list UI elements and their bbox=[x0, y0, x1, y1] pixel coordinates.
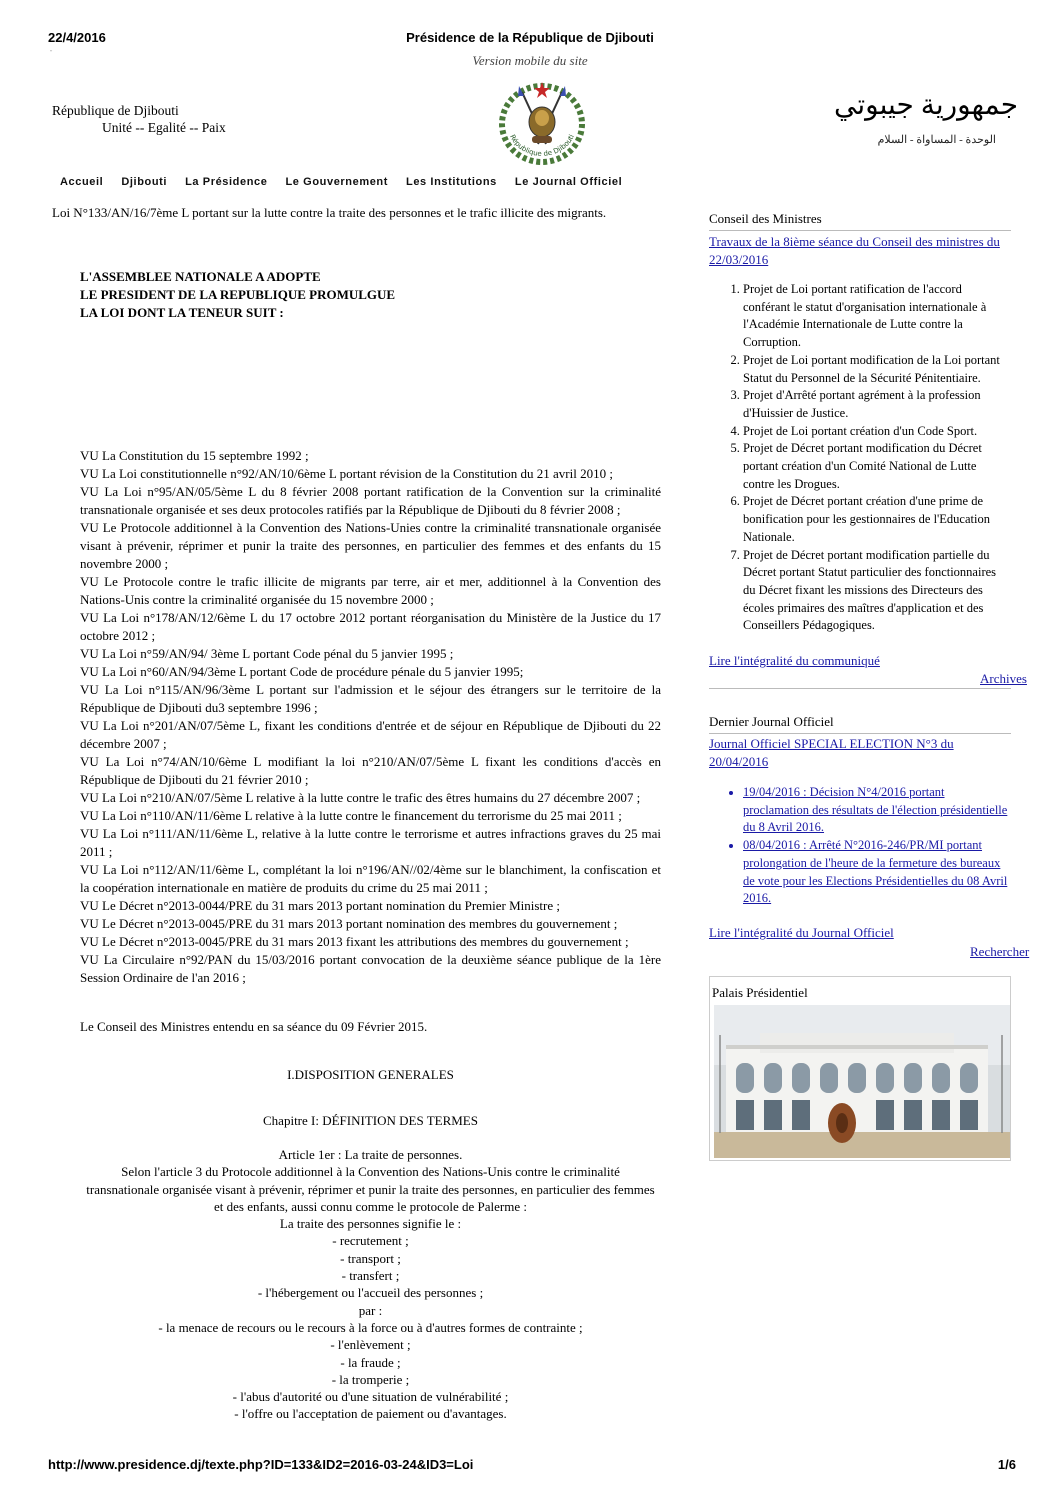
article-line: et des enfants, aussi connu comme le protocole de Palerme : bbox=[214, 1198, 527, 1214]
visa-item: VU La Loi n°111/AN/11/6ème L, relative à la lutte contre le terrorisme et autres infractions graves du 25 mai 2011 ; bbox=[80, 826, 661, 859]
republic-motto: Unité -- Egalité -- Paix bbox=[102, 120, 226, 135]
list-item-line[interactable]: prolongation de l'heure de la fermeture des bureaux bbox=[743, 855, 1001, 870]
article-line: - l'hébergement ou l'accueil des personnes ; bbox=[257, 1285, 484, 1301]
visa-item: VU La Loi n°178/AN/12/6ème L du 17 octobre 2012 portant réorganisation du Ministère de la Justice du 17 octobre 2012 ; bbox=[80, 610, 661, 643]
journal-items-list bbox=[709, 784, 1011, 908]
list-item-line: 1. Projet de Loi portant ratification de l'accord bbox=[743, 282, 962, 296]
council-session-link-line[interactable]: 22/03/2016 bbox=[709, 252, 769, 267]
visa-list bbox=[80, 447, 661, 987]
list-item-line: contre les Drogues. bbox=[743, 476, 840, 491]
list-item[interactable] bbox=[743, 784, 1011, 837]
tiny-mark: " bbox=[50, 50, 53, 56]
article-line: - l'abus d'autorité ou d'une situation de vulnérabilité ; bbox=[232, 1389, 509, 1405]
nav-djibouti[interactable]: Djibouti bbox=[121, 176, 168, 188]
list-item-line: 7. Projet de Décret portant modification partielle du bbox=[743, 547, 990, 562]
council-statement: Le Conseil des Ministres entendu en sa séance du 09 Février 2015. bbox=[80, 1019, 428, 1034]
visa-item: VU Le Décret n°2013-0045/PRE du 31 mars 2013 portant nomination des membres du gouvernement ; bbox=[80, 916, 618, 931]
article-line: - la fraude ; bbox=[340, 1354, 401, 1370]
visa-item: VU Le Décret n°2013-0044/PRE du 31 mars 2013 portant nomination du Premier Ministre ; bbox=[80, 898, 560, 913]
article-line: - l'enlèvement ; bbox=[330, 1337, 411, 1353]
list-item-line[interactable]: 2016. bbox=[743, 891, 772, 906]
visa-item: VU La Circulaire n°92/PAN du 15/03/2016 portant convocation de la deuxième séance publique de la 1ère Session Ordinaire de l'an 2016 ; bbox=[80, 952, 661, 985]
print-title: Présidence de la République de Djibouti bbox=[406, 30, 654, 45]
nav-journal-officiel[interactable]: Le Journal Officiel bbox=[514, 176, 623, 188]
list-item-line[interactable]: • 08/04/2016 : Arrêté N°2016-246/PR/MI portant bbox=[743, 838, 983, 853]
article-line: - transport ; bbox=[340, 1250, 401, 1266]
list-item-line: portant création d'un Comité National de Lutte bbox=[743, 459, 977, 474]
council-agenda-list bbox=[709, 281, 1011, 635]
print-date: 22/4/2016 bbox=[48, 30, 106, 45]
section-title: I.DISPOSITION GENERALES bbox=[287, 1067, 454, 1082]
list-item-line: conférant le statut d'organisation internationale à bbox=[743, 299, 987, 314]
visa-item: VU La Loi n°115/AN/96/3ème L portant sur l'admission et le séjour des étrangers sur le territoire de la République de Djibouti du3 septembre 1996 ; bbox=[80, 682, 661, 715]
preamble bbox=[80, 268, 395, 322]
list-item[interactable] bbox=[743, 837, 1011, 908]
article-line: transnationale organisée visant à prévenir, réprimer et punir la traite des personnes, en particulier des femmes bbox=[86, 1181, 655, 1197]
list-item-line[interactable]: proclamation des résultats de l'élection présidentielle bbox=[743, 802, 1008, 817]
list-item bbox=[743, 387, 1011, 422]
arabic-motto: الوحدة - المساواة - السلام bbox=[877, 134, 996, 146]
article-line: La traite des personnes signifie le : bbox=[279, 1216, 462, 1232]
list-item-line: 6. Projet de Décret portant création d'une prime de bbox=[743, 494, 984, 509]
visa-item: VU La Loi n°74/AN/10/6ème L modifiant la loi n°210/AN/07/5ème L fixant les conditions d'accès en République de Djibouti du 21 février 2010 ; bbox=[80, 754, 661, 787]
article-line: - transfert ; bbox=[341, 1268, 400, 1284]
preamble-line: L'ASSEMBLEE NATIONALE A ADOPTE bbox=[80, 269, 321, 284]
visa-item: VU Le Décret n°2013-0045/PRE du 31 mars 2013 fixant les attributions des membres du gouvernement ; bbox=[80, 934, 629, 949]
article-line: Article 1er : La traite de personnes. bbox=[278, 1147, 463, 1162]
list-item-line: Décret portant Statut particulier des fonctionnaires bbox=[743, 565, 997, 580]
preamble-line: LA LOI DONT LA TENEUR SUIT : bbox=[80, 305, 284, 320]
journal-issue-link[interactable] bbox=[709, 735, 954, 771]
journal-issue-link-line[interactable]: 20/04/2016 bbox=[709, 754, 769, 769]
sidebar-journal-heading: Dernier Journal Officiel bbox=[709, 714, 834, 729]
nav-institutions[interactable]: Les Institutions bbox=[406, 176, 497, 188]
visa-item: VU La Loi n°110/AN/11/6ème L relative à la lutte contre le financement du terrorisme du 25 mai 2011 ; bbox=[80, 808, 622, 823]
article-line: - la menace de recours ou le recours à la force ou à d'autres formes de contrainte ; bbox=[158, 1319, 583, 1335]
visa-item: VU La Constitution du 15 septembre 1992 ; bbox=[80, 448, 309, 463]
sidebar-council-heading: Conseil des Ministres bbox=[709, 211, 822, 226]
list-item-line: l'Académie Internationale de Lutte contre la bbox=[743, 317, 963, 332]
nav-gouvernement[interactable]: Le Gouvernement bbox=[285, 176, 389, 188]
article-line: Selon l'article 3 du Protocole additionnel à la Convention des Nations-Unis contre le criminalité bbox=[121, 1164, 620, 1180]
list-item-line[interactable]: de vote pour les Elections Présidentielles du 08 Avril bbox=[743, 873, 1008, 888]
list-item-line: 5. Projet de Décret portant modification du Décret bbox=[743, 441, 982, 456]
arabic-name: جمهورية جيبوتي bbox=[834, 90, 1018, 121]
visa-item: VU Le Protocole additionnel à la Convention des Nations-Unies contre la criminalité transnationale organisée visant à prévenir, réprimer et punir la traite des personnes, en particulier des femmes et des enfants du 15 novembre 2000 ; bbox=[80, 520, 661, 571]
article-1 bbox=[80, 1146, 661, 1423]
print-page-number: 1/6 bbox=[997, 1457, 1016, 1472]
nav-accueil[interactable]: Accueil bbox=[60, 176, 104, 188]
visa-item: VU La Loi n°112/AN/11/6ème L, complétant la loi n°196/AN//02/4ème sur le blanchiment, la confiscation et la coopération internationale en matière de produits du crime du 25 mai 2011 ; bbox=[80, 862, 661, 895]
list-item-line: écoles primaires des maîtres d'application et des bbox=[743, 600, 984, 615]
list-item-line: d'Huissier de Justice. bbox=[743, 405, 849, 420]
sidebar-divider bbox=[709, 688, 1011, 689]
list-item bbox=[743, 440, 1011, 493]
mobile-version-link[interactable]: Version mobile du site bbox=[472, 53, 588, 68]
main-nav bbox=[60, 176, 640, 188]
council-session-link-line[interactable]: Travaux de la 8ième séance du Conseil des ministres du bbox=[709, 234, 1000, 249]
republic-name: République de Djibouti bbox=[52, 103, 179, 118]
read-journal-link[interactable]: Lire l'intégralité du Journal Officiel bbox=[709, 925, 894, 940]
journal-issue-link-line[interactable]: Journal Officiel SPECIAL ELECTION N°3 du bbox=[709, 736, 954, 751]
emblem-text: République de Djibouti bbox=[508, 133, 576, 158]
list-item-line[interactable]: du 8 Avril 2016. bbox=[743, 820, 825, 835]
republic-heading bbox=[52, 102, 226, 136]
sidebar-divider bbox=[709, 733, 1011, 734]
list-item bbox=[743, 423, 1011, 441]
search-link[interactable]: Rechercher bbox=[970, 944, 1030, 959]
visa-item: VU La Loi n°210/AN/07/5ème L relative à la lutte contre le trafic des êtres humains du 27 décembre 2007 ; bbox=[80, 790, 641, 805]
list-item-line: 2. Projet de Loi portant modification de la Loi portant bbox=[743, 352, 1000, 367]
visa-item: VU La Loi n°60/AN/94/3ème L portant Code de procédure pénale du 5 janvier 1995; bbox=[80, 664, 524, 679]
visa-item: VU La Loi constitutionnelle n°92/AN/10/6ème L portant révision de la Constitution du 21 avril 2010 ; bbox=[80, 466, 613, 481]
list-item-line: Corruption. bbox=[743, 335, 801, 350]
visa-item: VU Le Protocole contre le trafic illicite de migrants par terre, air et mer, additionnel à la Convention des Nations-Unis contre la criminalité organisée du 15 novembre 2000 ; bbox=[80, 574, 661, 607]
list-item-line: du Décret fixant les missions des Directeurs des bbox=[743, 582, 983, 597]
list-item-line: 4. Projet de Loi portant création d'un Code Sport. bbox=[743, 423, 978, 438]
law-title: Loi N°133/AN/16/7ème L portant sur la lutte contre la traite des personnes et le trafic illicite des migrants. bbox=[52, 205, 607, 220]
list-item bbox=[743, 547, 1011, 636]
list-item-line: Nationale. bbox=[743, 529, 795, 544]
visa-item: VU La Loi n°95/AN/05/5ème L du 8 février 2008 portant ratification de la Convention sur la criminalité transnationale organisée et ses deux protocoles ratifiés par la République de Djibouti du 8 février 2008 ; bbox=[80, 484, 661, 517]
chapter-title: Chapitre I: DÉFINITION DES TERMES bbox=[263, 1113, 478, 1128]
council-session-link[interactable] bbox=[709, 233, 1010, 269]
sidebar-divider bbox=[709, 230, 1011, 231]
list-item bbox=[743, 281, 1011, 352]
visa-item: VU La Loi n°201/AN/07/5ème L, fixant les conditions d'entrée et de séjour en République de Djibouti du 22 décembre 2007 ; bbox=[80, 718, 661, 751]
palace-heading: Palais Présidentiel bbox=[712, 985, 808, 1000]
archives-link[interactable]: Archives bbox=[980, 671, 1027, 686]
list-item-line[interactable]: • 19/04/2016 : Décision N°4/2016 portant bbox=[743, 785, 945, 799]
read-communique-link[interactable]: Lire l'intégralité du communiqué bbox=[709, 653, 880, 668]
article-line: - recrutement ; bbox=[332, 1233, 409, 1249]
article-line: par : bbox=[358, 1302, 383, 1318]
list-item bbox=[743, 352, 1011, 387]
article-line: - la tromperie ; bbox=[331, 1371, 410, 1387]
article-line: - l'offre ou l'acceptation de paiement ou d'avantages. bbox=[234, 1406, 507, 1422]
nav-presidence[interactable]: La Présidence bbox=[185, 176, 268, 188]
list-item-line: Conseillers Pédagogiques. bbox=[743, 618, 875, 633]
palace-photo bbox=[714, 1005, 1010, 1158]
list-item-line: bonification pour les gestionnaires de l'Education bbox=[743, 512, 990, 527]
preamble-line: LE PRESIDENT DE LA REPUBLIQUE PROMULGUE bbox=[80, 287, 396, 302]
print-url: http://www.presidence.dj/texte.php?ID=133&ID2=2016-03-24&ID3=Loi bbox=[48, 1457, 474, 1472]
list-item-line: 3. Projet d'Arrêté portant agrément à la profession bbox=[743, 388, 981, 403]
national-emblem-icon bbox=[488, 74, 596, 170]
visa-item: VU La Loi n°59/AN/94/ 3ème L portant Code pénal du 5 janvier 1995 ; bbox=[80, 646, 454, 661]
list-item-line: Statut du Personnel de la Sécurité Pénitentiaire. bbox=[743, 370, 981, 385]
list-item bbox=[743, 493, 1011, 546]
